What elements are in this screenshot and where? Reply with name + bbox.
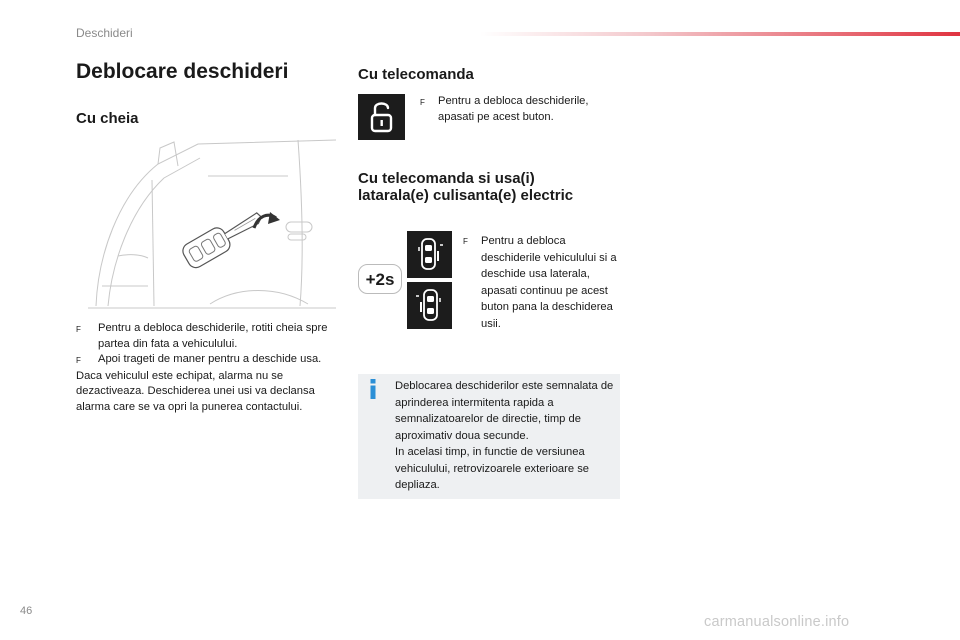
cheia-instructions — [76, 321, 338, 415]
usa-instruction — [463, 233, 623, 332]
info-paragraph-1: Deblocarea deschiderilor este semnalata de aprinderea intermitenta rapida a semnalizatoarelor de directie, timp de aproximativ doua secunde. — [395, 380, 614, 442]
bullet-marker: F — [76, 325, 81, 334]
hold-2s-label: +2s — [365, 270, 395, 289]
telecomanda-bullet: Pentru a debloca deschiderile, apasati pe acest buton. — [438, 95, 589, 123]
watermark: carmanualsonline.info — [704, 614, 850, 630]
page-number: 46 — [20, 605, 33, 617]
bullet-marker: F — [463, 237, 468, 246]
list-item — [76, 352, 338, 369]
heading-usa-culisanta — [358, 170, 638, 204]
heading-cu-telecomanda: Cu telecomanda — [358, 66, 474, 83]
bullet-marker: F — [76, 356, 81, 365]
section-title: Deschideri — [76, 26, 133, 40]
info-paragraph-2: In acelasi timp, in functie de versiunea vehiculului, retrovizoarele exterioare se depliaza. — [395, 446, 590, 491]
hold-2s-badge — [358, 264, 402, 294]
sliding-door-left-icon — [407, 282, 452, 329]
sliding-door-right-icon — [407, 231, 452, 278]
car-key-illustration — [88, 136, 336, 312]
bullet-marker: F — [420, 98, 425, 107]
header-accent-bar — [480, 32, 960, 36]
cheia-bullet-2: Apoi trageti de maner pentru a deschide usa. — [98, 353, 322, 365]
heading-line-2: latarala(e) culisanta(e) electric — [358, 187, 574, 204]
page-title: Deblocare deschideri — [76, 60, 289, 83]
alarm-note: Daca vehiculul este echipat, alarma nu se dezactiveaza. Deschiderea unei usi va declansa alarma care se va opri la punerea contactului. — [76, 369, 315, 413]
heading-cu-cheia: Cu cheia — [76, 110, 139, 127]
usa-bullet: Pentru a debloca deschiderile vehiculului si a deschide usa laterala, apasati continuu pe acest buton pana la deschiderea usii. — [481, 235, 617, 330]
heading-line-1: Cu telecomanda si usa(i) — [358, 170, 535, 187]
list-item — [76, 321, 338, 352]
unlock-button-icon — [358, 94, 405, 140]
info-text — [395, 378, 617, 494]
telecomanda-instruction — [420, 94, 620, 125]
cheia-bullet-1: Pentru a debloca deschiderile, rotiti cheia spre partea din fata a vehiculului. — [98, 322, 328, 350]
info-icon — [366, 379, 380, 399]
